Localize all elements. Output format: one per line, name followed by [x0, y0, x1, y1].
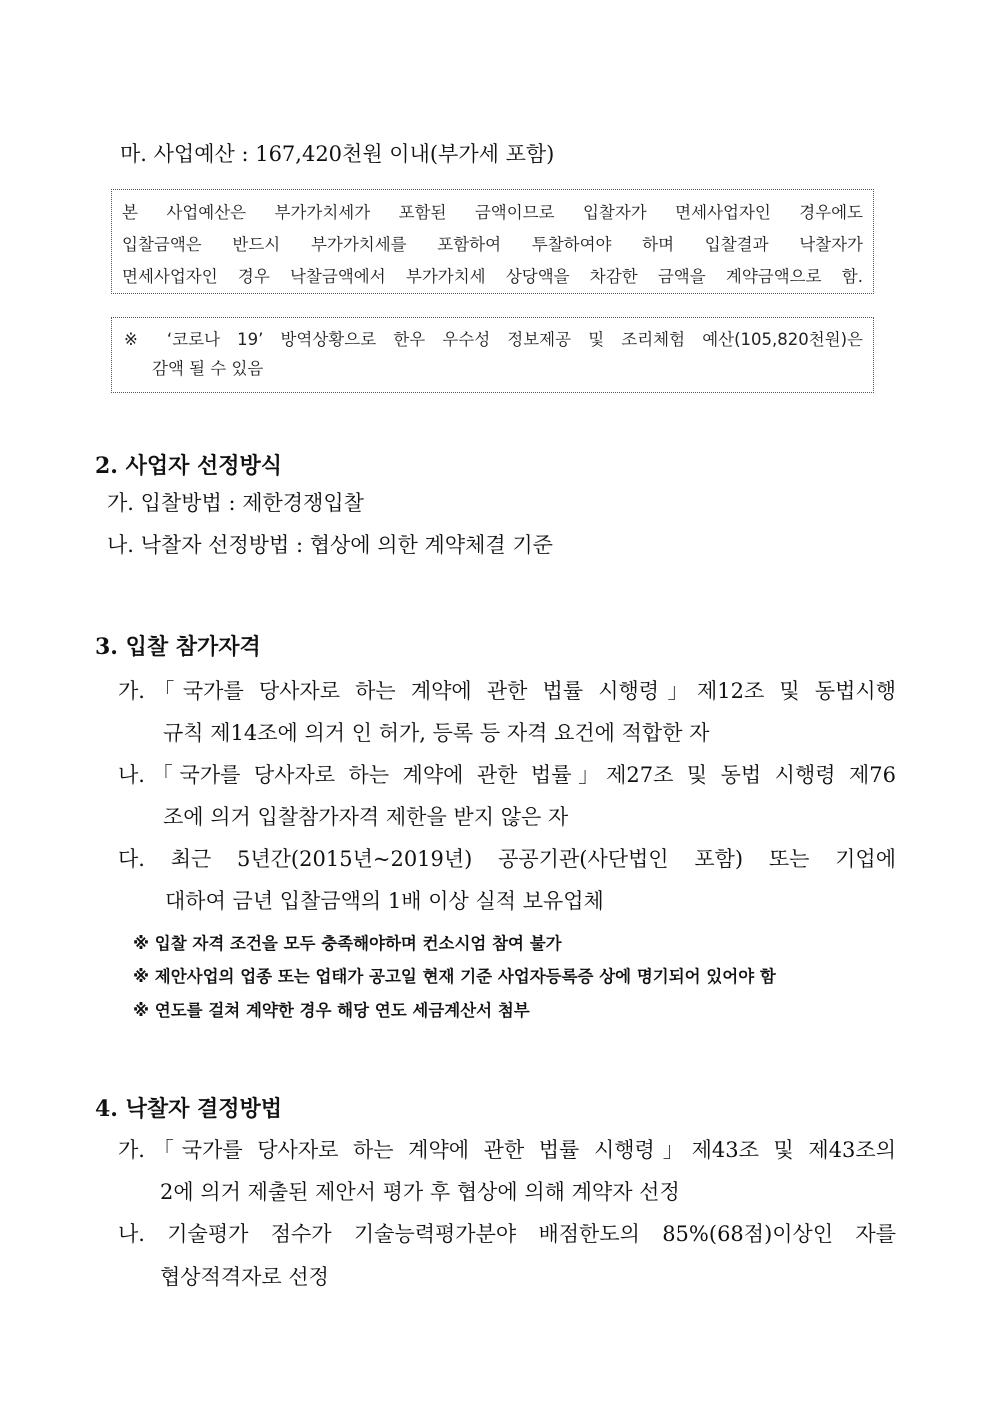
- section3-title: 3. 입찰 참가자격: [95, 634, 261, 660]
- section2-item: 나. 낙찰자 선정방법 : 협상에 의한 계약체결 기준: [107, 533, 553, 557]
- section3-note: ※ 입찰 자격 조건을 모두 충족해야하며 컨소시엄 참여 불가: [133, 934, 562, 953]
- section3-item-cont: 규칙 제14조에 의거 인 허가, 등록 등 자격 요건에 적합한 자: [163, 721, 710, 745]
- section3-item: 나.「국가를 당사자로 하는 계약에 관한 법률」제27조 및 동법 시행령 제76: [118, 763, 896, 787]
- section2-title: 2. 사업자 선정방식: [95, 453, 283, 479]
- section4-title: 4. 낙찰자 결정방법: [95, 1096, 283, 1122]
- section3-item: 다. 최근 5년간(2015년~2019년) 공공기관(사단법인 포함) 또는 기업에: [118, 847, 896, 871]
- section4-item: 가.「국가를 당사자로 하는 계약에 관한 법률 시행령」제43조 및 제43조의: [118, 1138, 896, 1162]
- section3-item-cont: 조에 의거 입찰참가자격 제한을 받지 않은 자: [163, 805, 569, 829]
- section4-item-cont: 협상적격자로 선정: [160, 1265, 329, 1289]
- covid-notice-line: ※ ‘코로나 19’ 방역상황으로 한우 우수성 정보제공 및 조리체험 예산(105,820천원)은: [124, 330, 863, 349]
- section4-item: 나. 기술평가 점수가 기술능력평가분야 배점한도의 85%(68점)이상인 자를: [118, 1222, 896, 1246]
- covid-notice-box: [111, 317, 874, 393]
- section3-item-cont: 대하여 금년 입찰금액의 1배 이상 실적 보유업체: [165, 889, 604, 913]
- section3-note: ※ 제안사업의 업종 또는 업태가 공고일 현재 기준 사업자등록증 상에 명기되어 있어야 함: [133, 967, 776, 986]
- section2-item: 가. 입찰방법 : 제한경쟁입찰: [107, 491, 364, 515]
- notice-box: [111, 189, 874, 294]
- covid-notice-line: 감액 될 수 있음: [152, 359, 264, 378]
- notice-line: 본 사업예산은 부가가치세가 포함된 금액이므로 입찰자가 면세사업자인 경우에도: [122, 203, 863, 222]
- notice-line: 면세사업자인 경우 낙찰금액에서 부가가치세 상당액을 차감한 금액을 계약금액으로 함.: [122, 267, 863, 286]
- section3-note: ※ 연도를 걸쳐 계약한 경우 해당 연도 세금계산서 첨부: [133, 1001, 530, 1020]
- budget-line: 마. 사업예산 : 167,420천원 이내(부가세 포함): [120, 142, 555, 166]
- section3-item: 가.「국가를 당사자로 하는 계약에 관한 법률 시행령」제12조 및 동법시행: [118, 679, 896, 703]
- notice-line: 입찰금액은 반드시 부가가치세를 포함하여 투찰하여야 하며 입찰결과 낙찰자가: [122, 235, 863, 254]
- section4-item-cont: 2에 의거 제출된 제안서 평가 후 협상에 의해 계약자 선정: [160, 1180, 680, 1204]
